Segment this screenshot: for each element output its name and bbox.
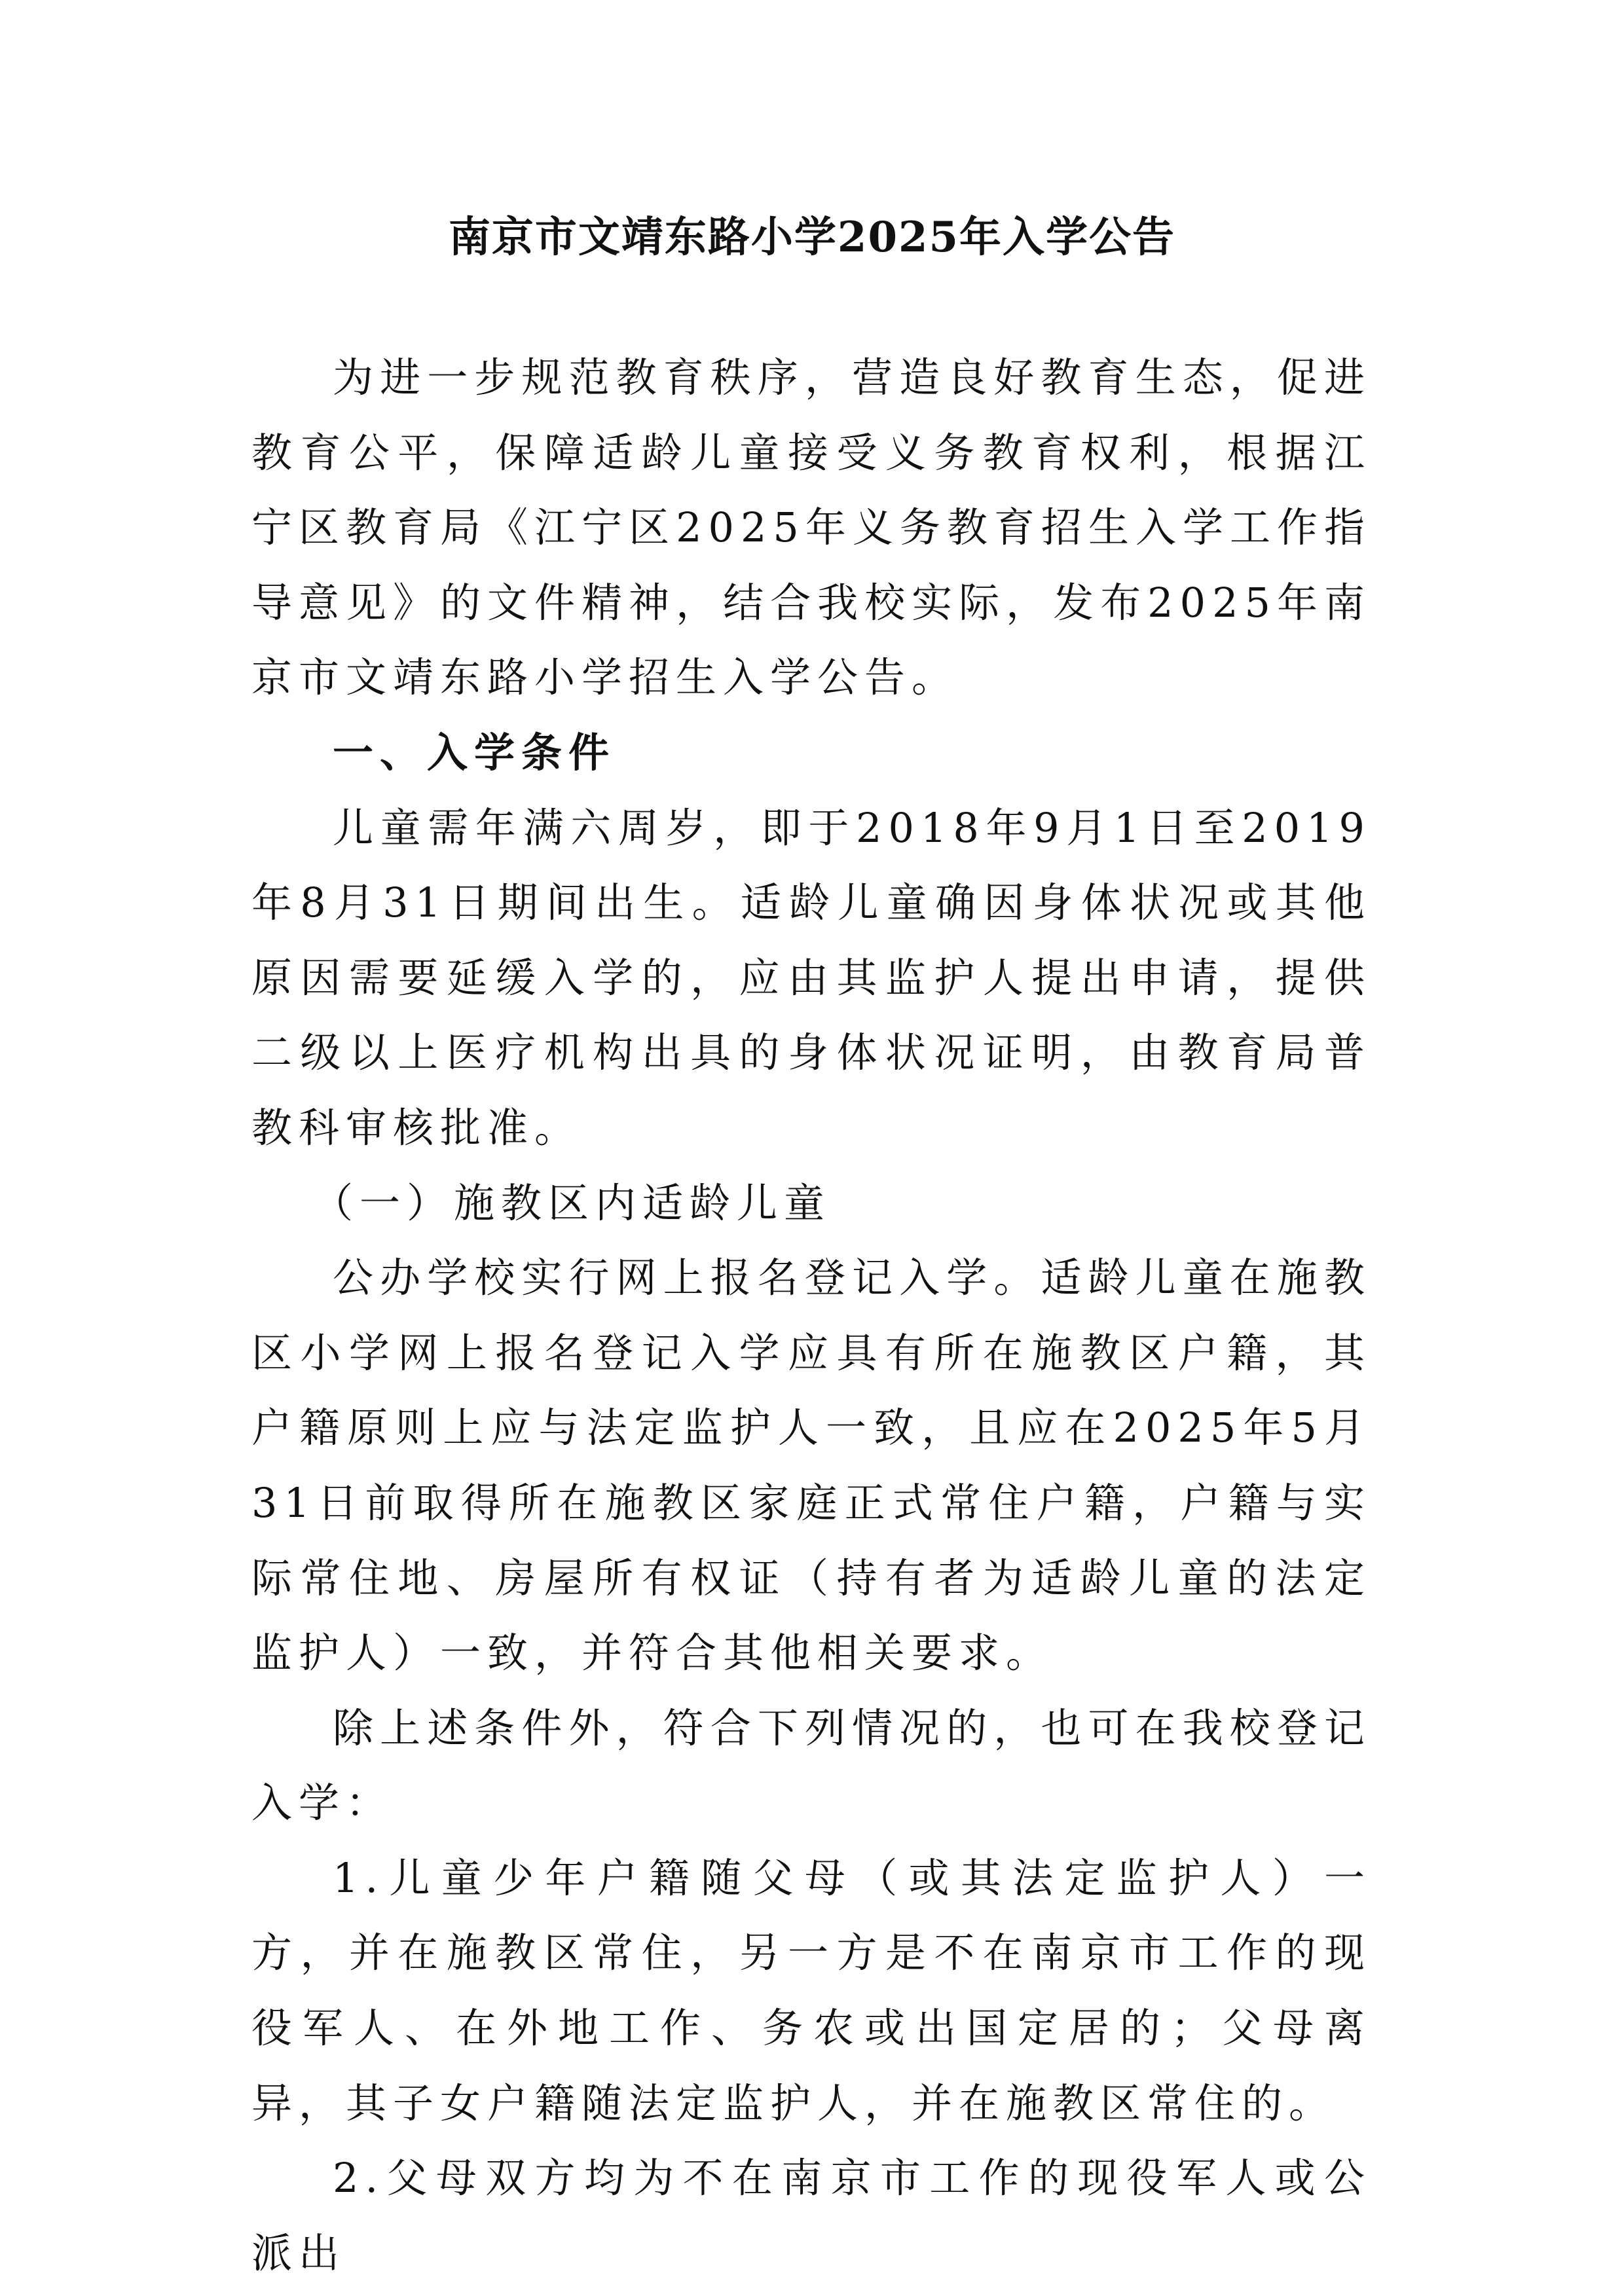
page-title: 南京市文靖东路小学2025年入学公告 (448, 213, 1176, 262)
case-item-1: 1.儿童少年户籍随父母（或其法定监护人）一方，并在施教区常住，另一方是不在南京市工作的现役军人、在外地工作、务农或出国定居的；父母离异，其子女户籍随法定监护人，并在施教区常住的。 (251, 1853, 1371, 2127)
case-item-2: 2.父母双方均为不在南京市工作的现役军人或公派出 (251, 2154, 1371, 2277)
intro-paragraph: 为进一步规范教育秩序，营造良好教育生态，促进教育公平，保障适龄儿童接受义务教育权利，根据江宁区教育局《江宁区2025年义务教育招生入学工作指导意见》的文件精神，结合我校实际，发布2025年南京市文靖东路小学招生入学公告。 (251, 354, 1371, 702)
online-registration-paragraph: 公办学校实行网上报名登记入学。适龄儿童在施教区小学网上报名登记入学应具有所在施教区户籍，其户籍原则上应与法定监护人一致，且应在2025年5月31日前取得所在施教区家庭正式常住户籍，户籍与实际常住地、房屋所有权证（持有者为适龄儿童的法定监护人）一致，并符合其他相关要求。 (251, 1254, 1371, 1677)
subsection-heading-in-district-children: （一）施教区内适龄儿童 (312, 1178, 832, 1227)
additional-cases-intro: 除上述条件外，符合下列情况的，也可在我校登记入学： (251, 1704, 1371, 1827)
section-heading-admission-conditions: 一、入学条件 (333, 728, 616, 776)
age-requirement-paragraph: 儿童需年满六周岁，即于2018年9月1日至2019年8月31日期间出生。适龄儿童确因身体状况或其他原因需要延缓入学的，应由其监护人提出申请，提供二级以上医疗机构出具的身体状况证明，由教育局普教科审核批准。 (251, 803, 1371, 1152)
document-body (251, 340, 1371, 2291)
